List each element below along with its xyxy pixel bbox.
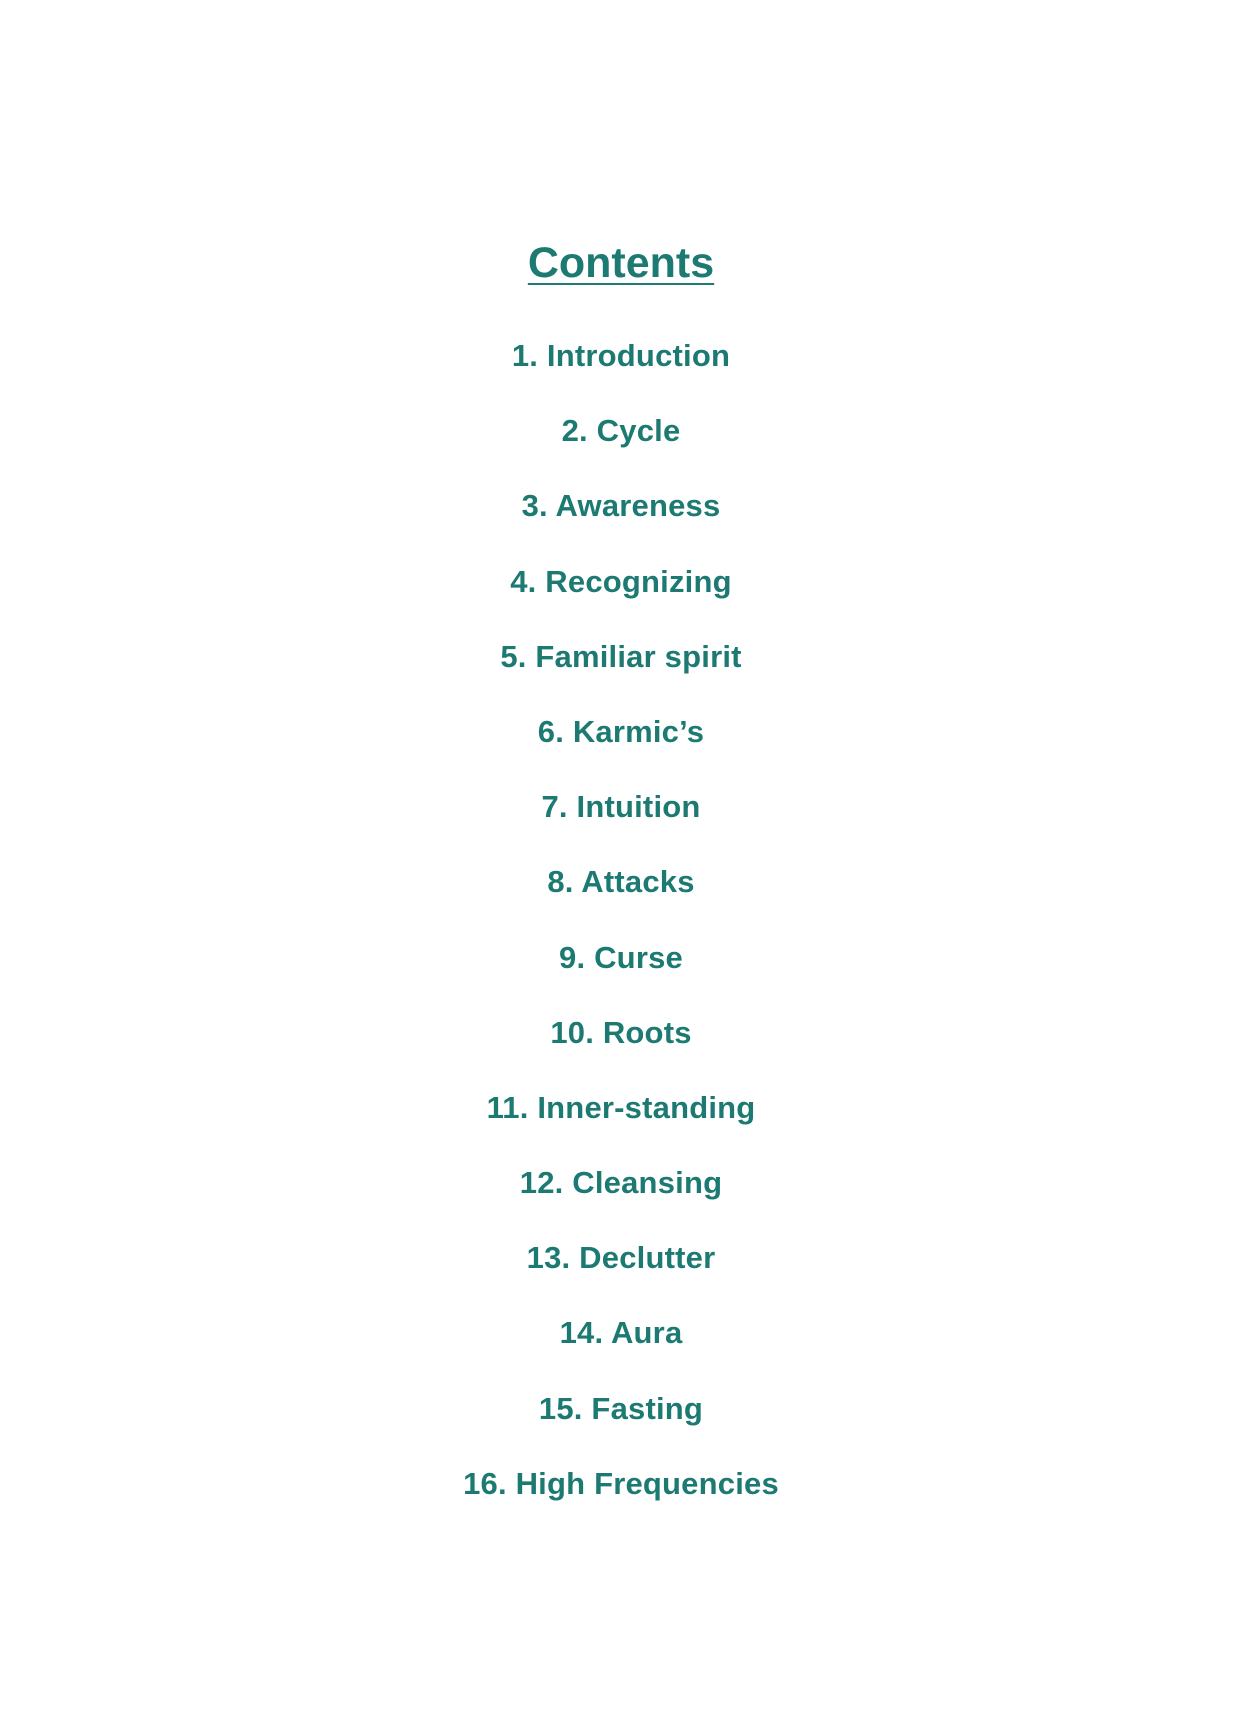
toc-item-familiar-spirit: 5. Familiar spirit xyxy=(500,638,742,674)
toc-item-fasting: 15. Fasting xyxy=(538,1390,704,1426)
toc-item-inner-standing: 11. Inner-standing xyxy=(486,1089,756,1125)
toc-item-roots: 10. Roots xyxy=(550,1014,692,1050)
contents-title: Contents xyxy=(527,239,715,287)
toc-item-attacks: 8. Attacks xyxy=(547,864,695,900)
toc-item-aura: 14. Aura xyxy=(559,1315,683,1351)
table-of-contents xyxy=(0,336,1242,1539)
toc-item-introduction: 1. Introduction xyxy=(511,338,731,373)
toc-item-intuition: 7. Intuition xyxy=(541,789,701,825)
toc-item-curse: 9. Curse xyxy=(559,939,683,975)
toc-item-high-frequencies: 16. High Frequencies xyxy=(463,1465,779,1501)
toc-item-declutter: 13. Declutter xyxy=(526,1240,716,1276)
toc-item-recognizing: 4. Recognizing xyxy=(510,563,732,599)
toc-item-karmics: 6. Karmic’s xyxy=(537,713,705,749)
toc-item-awareness: 3. Awareness xyxy=(521,488,721,524)
toc-item-cleansing: 12. Cleansing xyxy=(519,1165,723,1201)
toc-item-cycle: 2. Cycle xyxy=(561,413,681,449)
